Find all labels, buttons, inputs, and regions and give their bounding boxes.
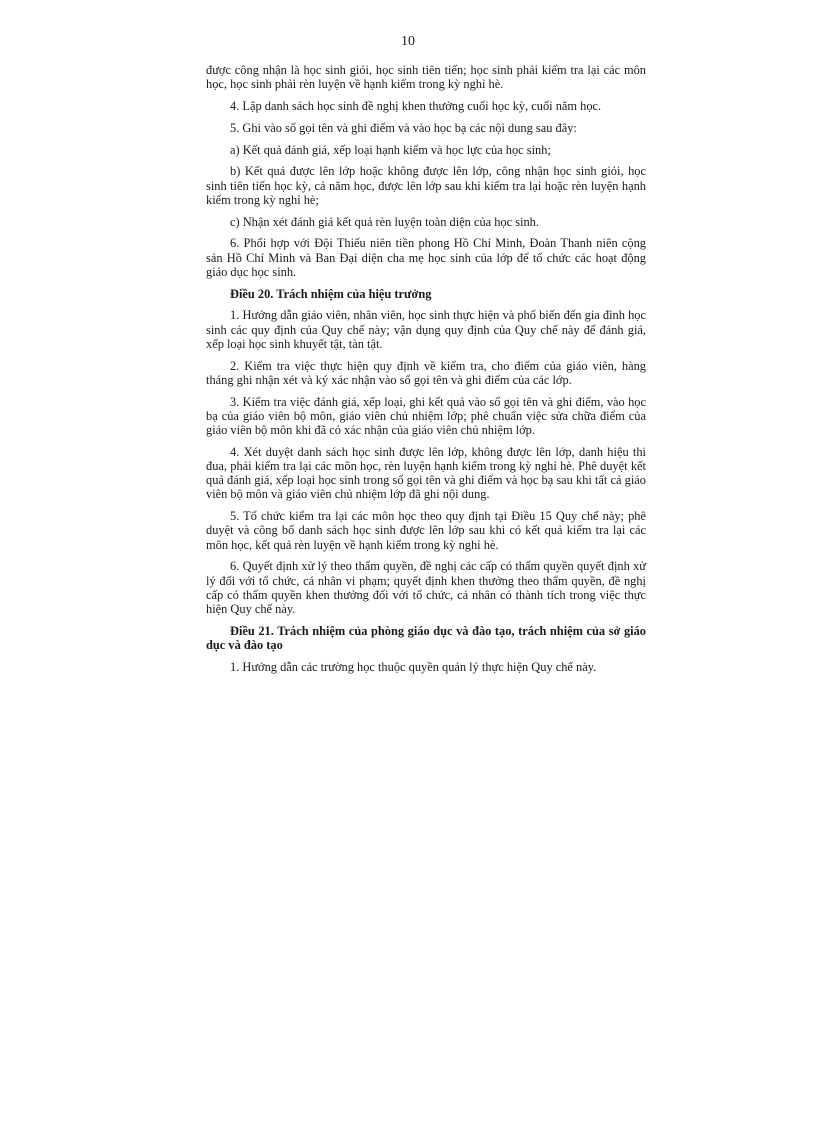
paragraph-item-6: 6. Phối hợp với Đội Thiếu niên tiền phong Hồ Chí Minh, Đoàn Thanh niên cộng sản Hồ Chí Minh và Ban Đại diện cha mẹ học sinh của lớp để tổ chức các hoạt động giáo dục học sinh. (206, 236, 646, 279)
article-20-item-5: 5. Tổ chức kiểm tra lại các môn học theo quy định tại Điều 15 Quy chế này; phê duyệt và công bố danh sách học sinh được lên lớp sau khi có kết quả kiểm tra lại các môn học, kết quả rèn luyện về hạnh kiểm trong kỳ nghỉ hè. (206, 509, 646, 552)
article-20-item-4: 4. Xét duyệt danh sách học sinh được lên lớp, không được lên lớp, danh hiệu thi đua, phải kiểm tra lại các môn học, rèn luyện hạnh kiểm trong kỳ nghỉ hè. Phê duyệt kết quả đánh giá, xếp loại học sinh trong sổ gọi tên và ghi điểm và học bạ sau khi tất cả giáo viên bộ môn và giáo viên chủ nhiệm lớp đã ghi nội dung. (206, 444, 646, 502)
article-21-heading: Điều 21. Trách nhiệm của phòng giáo dục và đào tạo, trách nhiệm của sở giáo dục và đào tạo (206, 623, 646, 653)
paragraph-item-c: c) Nhận xét đánh giá kết quả rèn luyện toàn diện của học sinh. (230, 214, 539, 229)
paragraph-continuation: được công nhận là học sinh giỏi, học sinh tiên tiến; học sinh phải kiểm tra lại các môn học, học sinh phải rèn luyện về hạnh kiểm trong kỳ nghỉ hè. (206, 63, 646, 92)
paragraph-item-5: 5. Ghi vào sổ gọi tên và ghi điểm và vào học bạ các nội dung sau đây: (230, 120, 577, 135)
paragraph-item-b: b) Kết quả được lên lớp hoặc không được lên lớp, công nhận học sinh giỏi, học sinh tiên tiến học kỳ, cả năm học, được lên lớp sau khi kiểm tra lại hoặc rèn luyện hạnh kiểm trong kỳ nghỉ hè; (206, 164, 646, 207)
article-20-item-3: 3. Kiểm tra việc đánh giá, xếp loại, ghi kết quả vào sổ gọi tên và ghi điểm, vào học bạ của giáo viên bộ môn, giáo viên chủ nhiệm lớp; phê chuẩn việc sửa chữa điểm của giáo viên bộ môn khi đã có xác nhận của giáo viên chủ nhiệm lớp. (206, 394, 646, 437)
article-20-item-2: 2. Kiểm tra việc thực hiện quy định về kiểm tra, cho điểm của giáo viên, hàng tháng ghi nhận xét và ký xác nhận vào sổ gọi tên và ghi điểm của các lớp. (206, 358, 646, 387)
page-number: 10 (401, 34, 415, 49)
document-body (206, 63, 646, 682)
article-20-item-6: 6. Quyết định xử lý theo thẩm quyền, đề nghị các cấp có thẩm quyền quyết định xử lý đối với tổ chức, cá nhân vi phạm; quyết định khen thưởng theo thẩm quyền, đề nghị cấp có thẩm quyền khen thưởng đối với tổ chức, cá nhân có thành tích trong việc thực hiện Quy chế này. (206, 559, 646, 617)
article-21-item-1: 1. Hướng dẫn các trường học thuộc quyền quản lý thực hiện Quy chế này. (230, 659, 597, 674)
article-20-item-1: 1. Hướng dẫn giáo viên, nhân viên, học sinh thực hiện và phổ biến đến gia đình học sinh các quy định của Quy chế này; vận dụng quy định của Quy chế này để đánh giá, xếp loại học sinh khuyết tật, tàn tật. (206, 308, 646, 351)
paragraph-item-4: 4. Lập danh sách học sinh đề nghị khen thưởng cuối học kỳ, cuối năm học. (230, 99, 602, 113)
article-20-heading: Điều 20. Trách nhiệm của hiệu trưởng (230, 286, 432, 301)
paragraph-item-a: a) Kết quả đánh giá, xếp loại hạnh kiểm và học lực của học sinh; (230, 142, 551, 157)
